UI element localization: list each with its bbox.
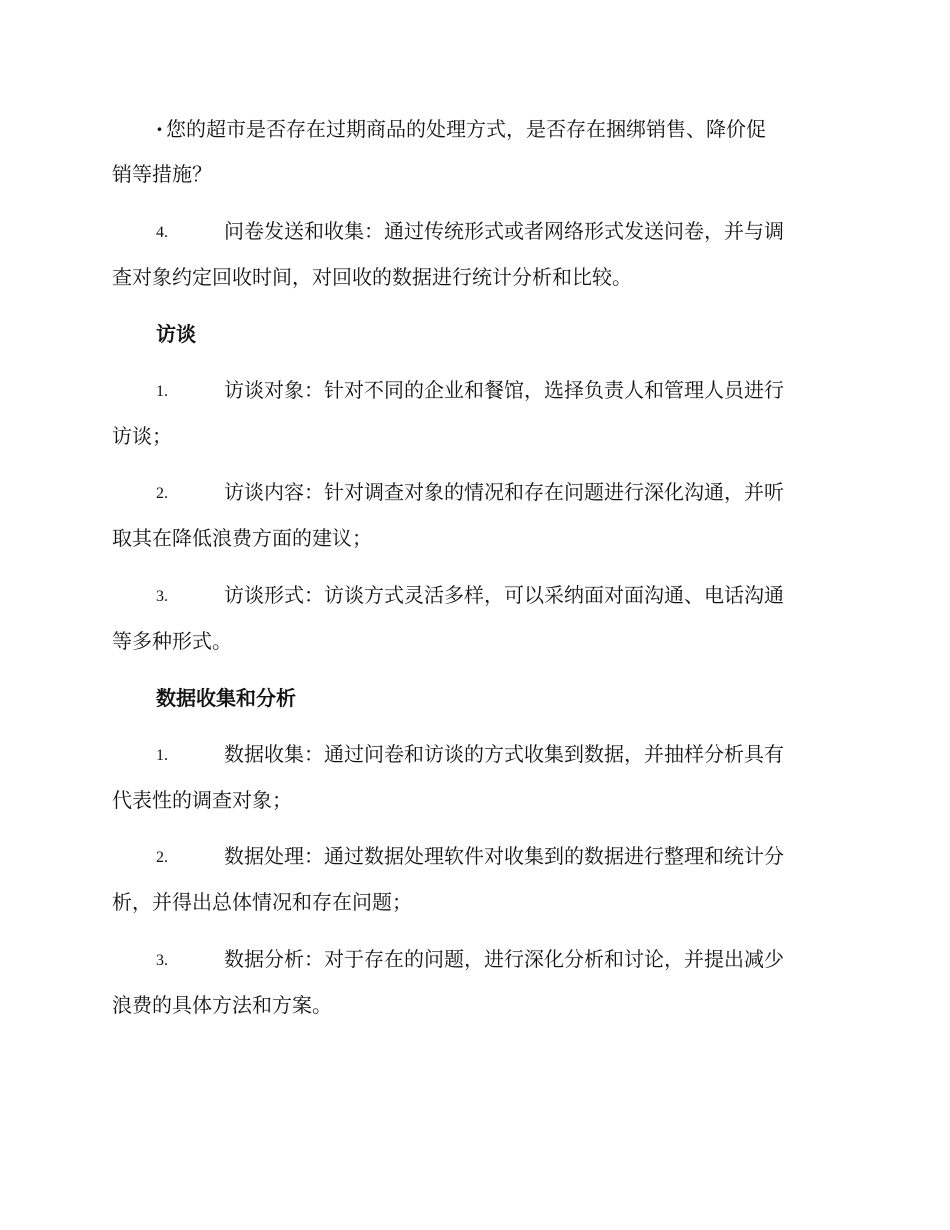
list-number: 1. <box>156 747 168 764</box>
paragraph-line <box>112 937 834 983</box>
paragraph-line <box>112 209 834 255</box>
paragraph-line: 销等措施？ <box>112 162 212 186</box>
list-number: 3. <box>156 952 168 969</box>
list-number: 2. <box>156 849 168 866</box>
questionnaire-item-4 <box>112 209 834 300</box>
interview-item-1 <box>112 368 834 459</box>
bullet-marker: · <box>156 117 163 141</box>
paragraph-line <box>112 470 834 516</box>
paragraph-text: 数据收集：通过问卷和访谈的方式收集到数据，并抽样分析具有 <box>224 742 784 766</box>
bullet-paragraph <box>112 107 834 197</box>
paragraph-text: 访谈对象：针对不同的企业和餐馆，选择负责人和管理人员进行 <box>224 378 784 402</box>
paragraph-line <box>112 834 834 880</box>
paragraph-line <box>112 732 834 778</box>
data-item-1 <box>112 732 834 823</box>
section-heading-interview: 访谈 <box>156 322 196 346</box>
paragraph-text: 数据分析：对于存在的问题，进行深化分析和讨论，并提出减少 <box>224 947 784 971</box>
paragraph-line: 查对象约定回收时间，对回收的数据进行统计分析和比较。 <box>112 265 632 289</box>
paragraph-line <box>112 573 834 619</box>
list-number: 4. <box>156 224 168 241</box>
paragraph-line <box>112 368 834 414</box>
paragraph-line <box>112 107 834 152</box>
paragraph-line: 取其在降低浪费方面的建议； <box>112 526 372 550</box>
paragraph-text: 访谈形式：访谈方式灵活多样，可以采纳面对面沟通、电话沟通 <box>224 583 784 607</box>
list-number: 2. <box>156 485 168 502</box>
paragraph-text: 问卷发送和收集：通过传统形式或者网络形式发送问卷，并与调 <box>224 219 784 243</box>
interview-item-3 <box>112 573 834 664</box>
paragraph-line: 访谈； <box>112 424 172 448</box>
paragraph-text: 您的超市是否存在过期商品的处理方式，是否存在捆绑销售、降价促 <box>166 117 766 141</box>
section-heading-data: 数据收集和分析 <box>156 686 296 710</box>
data-item-2 <box>112 834 834 925</box>
list-number: 1. <box>156 383 168 400</box>
paragraph-line: 浪费的具体方法和方案。 <box>112 993 332 1017</box>
data-item-3 <box>112 937 834 1028</box>
paragraph-text: 访谈内容：针对调查对象的情况和存在问题进行深化沟通，并听 <box>224 480 784 504</box>
list-number: 3. <box>156 588 168 605</box>
paragraph-text: 数据处理：通过数据处理软件对收集到的数据进行整理和统计分 <box>224 844 784 868</box>
paragraph-line: 代表性的调查对象； <box>112 788 292 812</box>
interview-item-2 <box>112 470 834 561</box>
paragraph-line: 等多种形式。 <box>112 629 232 653</box>
paragraph-line: 析，并得出总体情况和存在问题； <box>112 890 412 914</box>
